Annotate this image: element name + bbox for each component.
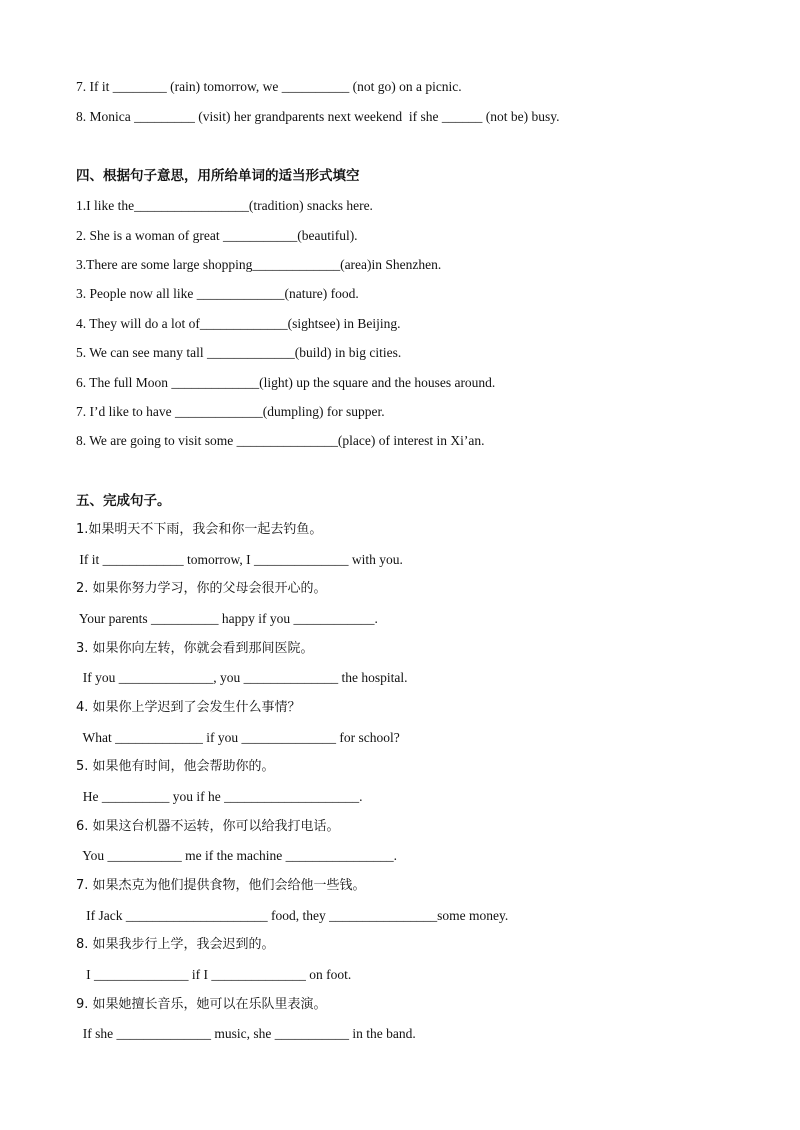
exercise-item-s5-8-prompt: 8. 如果我步行上学，我会迟到的。 [76, 937, 275, 952]
exercise-item-s4-7: 7. I’d like to have _____________(dumpling) for supper. [76, 404, 385, 419]
exercise-item-s5-3-answer: If you ______________, you ______________ the hospital. [76, 670, 408, 685]
exercise-item-s3-8: 8. Monica _________ (visit) her grandparents next weekend if she ______ (not be) busy. [76, 109, 560, 124]
exercise-item-s4-1: 1.I like the_________________(tradition) snacks here. [76, 198, 373, 213]
exercise-item-s4-8: 8. We are going to visit some _______________(place) of interest in Xi’an. [76, 433, 485, 448]
exercise-item-s5-2-prompt: 2. 如果你努力学习，你的父母会很开心的。 [76, 581, 327, 596]
section-five-heading: 五、完成句子。 [76, 493, 171, 509]
exercise-item-s5-3-prompt: 3. 如果你向左转，你就会看到那间医院。 [76, 641, 314, 656]
exercise-item-s5-4-answer: What _____________ if you ______________ for school? [76, 730, 400, 745]
section-four-heading: 四、根据句子意思，用所给单词的适当形式填空 [76, 168, 360, 184]
exercise-item-s3-7: 7. If it ________ (rain) tomorrow, we __________ (not go) on a picnic. [76, 79, 462, 94]
exercise-item-s5-9-answer: If she ______________ music, she ___________ in the band. [76, 1026, 416, 1041]
exercise-item-s5-7-answer: If Jack _____________________ food, they ________________some money. [76, 908, 509, 923]
exercise-item-s5-8-answer: I ______________ if I ______________ on foot. [76, 967, 352, 982]
exercise-item-s4-4: 4. They will do a lot of_____________(sightsee) in Beijing. [76, 316, 401, 331]
exercise-item-s5-2-answer: Your parents __________ happy if you ____________. [76, 611, 378, 626]
exercise-item-s5-4-prompt: 4. 如果你上学迟到了会发生什么事情？ [76, 700, 301, 715]
exercise-item-s5-6-answer: You ___________ me if the machine ________________. [76, 848, 397, 863]
exercise-item-s4-5: 5. We can see many tall _____________(build) in big cities. [76, 345, 402, 360]
exercise-item-s5-1-answer: If it ____________ tomorrow, I ______________ with you. [76, 552, 403, 567]
exercise-item-s5-5-answer: He __________ you if he ____________________. [76, 789, 363, 804]
exercise-item-s4-3a: 3.There are some large shopping_____________(area)in Shenzhen. [76, 257, 442, 272]
exercise-item-s5-6-prompt: 6. 如果这台机器不运转，你可以给我打电话。 [76, 819, 340, 834]
exercise-item-s5-5-prompt: 5. 如果他有时间，他会帮助你的。 [76, 759, 275, 774]
exercise-item-s4-3b: 3. People now all like _____________(nature) food. [76, 286, 359, 301]
exercise-item-s4-6: 6. The full Moon _____________(light) up the square and the houses around. [76, 375, 496, 390]
exercise-item-s5-9-prompt: 9. 如果她擅长音乐，她可以在乐队里表演。 [76, 997, 327, 1012]
exercise-item-s5-1-prompt: 1.如果明天不下雨，我会和你一起去钓鱼。 [76, 522, 323, 537]
exercise-item-s5-7-prompt: 7. 如果杰克为他们提供食物，他们会给他一些钱。 [76, 878, 366, 893]
exercise-item-s4-2: 2. She is a woman of great ___________(beautiful). [76, 228, 358, 243]
